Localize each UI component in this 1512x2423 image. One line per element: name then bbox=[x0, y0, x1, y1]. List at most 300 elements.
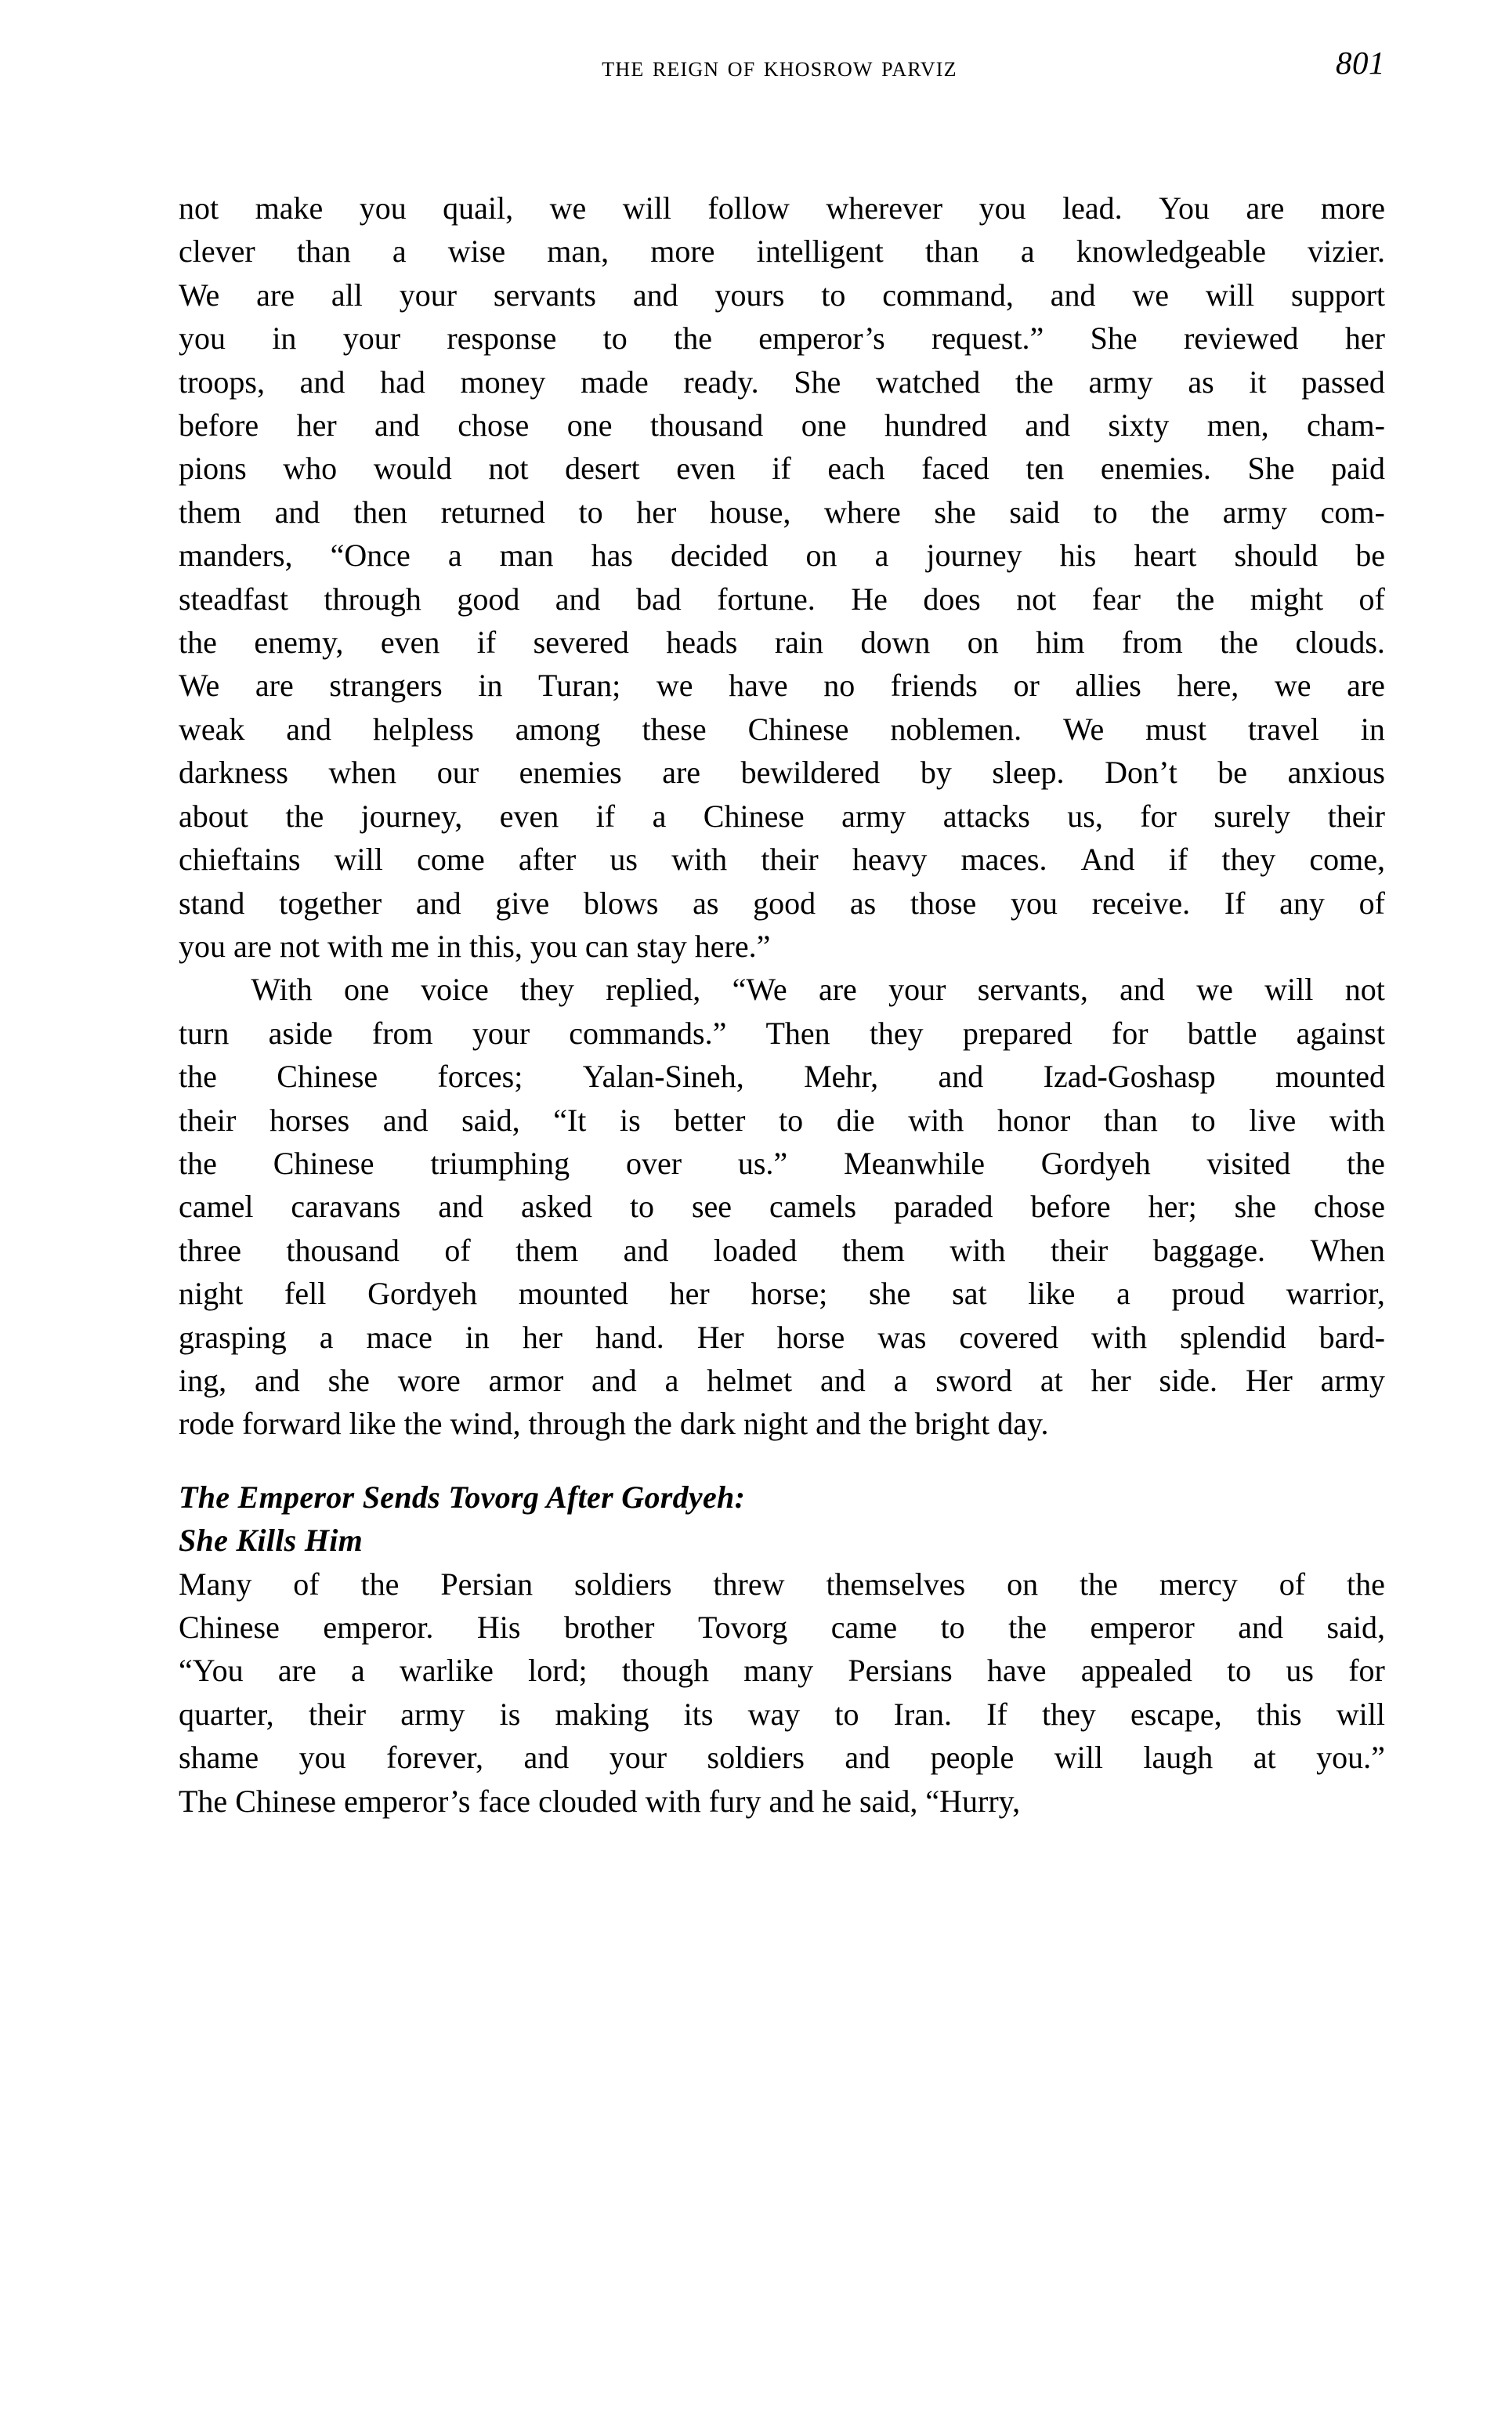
word: fear bbox=[1091, 581, 1141, 617]
text-line bbox=[179, 360, 1385, 404]
word: this bbox=[1256, 1696, 1302, 1732]
word: her bbox=[1091, 1362, 1131, 1398]
word: does bbox=[923, 581, 981, 617]
section-heading-line: The Emperor Sends Tovorg After Gordyeh: bbox=[179, 1479, 746, 1515]
word: if bbox=[1168, 842, 1188, 878]
word: to bbox=[821, 277, 846, 313]
word: of bbox=[444, 1232, 471, 1268]
word: travel bbox=[1247, 711, 1319, 747]
word: to bbox=[602, 321, 628, 357]
word: your bbox=[472, 1015, 530, 1051]
word: at bbox=[1253, 1740, 1276, 1776]
word: Don’t bbox=[1105, 755, 1177, 791]
word: bad bbox=[636, 581, 682, 617]
word: caravans bbox=[291, 1189, 401, 1225]
word: who bbox=[283, 451, 338, 487]
paragraph bbox=[179, 968, 1385, 1445]
text-line bbox=[179, 1099, 1385, 1142]
word: no bbox=[823, 668, 855, 704]
word: about bbox=[179, 798, 248, 834]
word: mercy bbox=[1159, 1566, 1238, 1602]
text-line bbox=[179, 1012, 1385, 1055]
text-column bbox=[179, 187, 1385, 1823]
word: the bbox=[1151, 494, 1190, 530]
word: a bbox=[1116, 1276, 1130, 1312]
word: is bbox=[499, 1696, 521, 1732]
word: for bbox=[1140, 798, 1177, 834]
word: and bbox=[274, 494, 320, 530]
word: lord; bbox=[528, 1653, 588, 1689]
word: these bbox=[642, 711, 707, 747]
word: and bbox=[286, 711, 332, 747]
word: have bbox=[729, 668, 788, 704]
word: replied, bbox=[606, 972, 701, 1008]
word: with bbox=[950, 1232, 1006, 1268]
word: She bbox=[794, 364, 841, 400]
word: Yalan-Sineh, bbox=[582, 1059, 744, 1095]
word: on bbox=[967, 625, 999, 661]
word: friends bbox=[890, 668, 978, 704]
word: Chinese bbox=[179, 1610, 280, 1645]
word: her bbox=[636, 494, 677, 530]
word: journey bbox=[926, 538, 1022, 574]
word: Her bbox=[696, 1319, 744, 1355]
word: horses bbox=[269, 1102, 350, 1138]
text-line bbox=[179, 1185, 1385, 1228]
word: has bbox=[591, 538, 633, 574]
word: severed bbox=[533, 625, 629, 661]
word: mounted bbox=[1275, 1059, 1385, 1095]
word: they bbox=[1042, 1696, 1096, 1732]
word: was bbox=[877, 1319, 927, 1355]
word: you.” bbox=[1316, 1740, 1385, 1776]
text-line bbox=[179, 795, 1385, 838]
word: with bbox=[1091, 1319, 1148, 1355]
word: response bbox=[447, 321, 557, 357]
paragraph bbox=[179, 187, 1385, 968]
section-heading bbox=[179, 1446, 1385, 1563]
word: army bbox=[1088, 364, 1153, 400]
text-line bbox=[179, 230, 1385, 273]
word: each bbox=[827, 451, 885, 487]
word: are bbox=[1246, 190, 1285, 226]
word: on bbox=[805, 538, 837, 574]
word: him bbox=[1036, 625, 1085, 661]
word: support bbox=[1291, 277, 1385, 313]
word: be bbox=[1355, 538, 1385, 574]
paragraph-indent bbox=[179, 968, 219, 1011]
word: you bbox=[978, 190, 1026, 226]
word: the bbox=[179, 1145, 217, 1181]
word: emperor’s bbox=[758, 321, 885, 357]
word: and bbox=[845, 1740, 891, 1776]
word: when bbox=[328, 755, 397, 791]
word: said, bbox=[461, 1102, 520, 1138]
word: her bbox=[1344, 321, 1385, 357]
word: laugh bbox=[1143, 1740, 1214, 1776]
word: their bbox=[1327, 798, 1385, 834]
word: its bbox=[683, 1696, 714, 1732]
word: she bbox=[1234, 1189, 1276, 1225]
word: against bbox=[1296, 1015, 1385, 1051]
word: clever bbox=[179, 234, 255, 270]
word: her bbox=[669, 1276, 710, 1312]
word: When bbox=[1310, 1232, 1385, 1268]
word: through bbox=[324, 581, 421, 617]
word: chose bbox=[458, 407, 530, 444]
word: not bbox=[1016, 581, 1057, 617]
word: and bbox=[819, 1362, 866, 1398]
text-line bbox=[179, 1272, 1385, 1315]
word: even bbox=[676, 451, 736, 487]
word: Many bbox=[179, 1566, 252, 1602]
word: heavy bbox=[852, 842, 928, 878]
word: and bbox=[1050, 277, 1096, 313]
word: or bbox=[1013, 668, 1040, 704]
word: Meanwhile bbox=[844, 1145, 985, 1181]
word: as bbox=[1188, 364, 1214, 400]
word: and bbox=[1120, 972, 1165, 1008]
word: come bbox=[417, 842, 485, 878]
word: manders, bbox=[179, 538, 293, 574]
word: will bbox=[1205, 277, 1255, 313]
text-line bbox=[179, 1736, 1385, 1779]
word: we bbox=[656, 668, 693, 704]
word: the bbox=[179, 625, 217, 661]
word: We bbox=[179, 277, 220, 313]
word: like bbox=[1028, 1276, 1076, 1312]
text-line bbox=[179, 273, 1385, 317]
text-line bbox=[179, 1229, 1385, 1272]
text-line bbox=[179, 838, 1385, 881]
word: quail, bbox=[443, 190, 514, 226]
word: will bbox=[1336, 1696, 1385, 1732]
word: among bbox=[515, 711, 601, 747]
word: a bbox=[319, 1319, 334, 1355]
word: and bbox=[299, 364, 345, 400]
word: appealed bbox=[1080, 1653, 1192, 1689]
text-line bbox=[179, 578, 1385, 621]
word: in bbox=[465, 1319, 490, 1355]
word: a bbox=[447, 538, 462, 574]
word: “Once bbox=[330, 538, 411, 574]
word: He bbox=[851, 581, 888, 617]
word: are bbox=[818, 972, 857, 1008]
word: pions bbox=[179, 451, 247, 487]
word: you bbox=[298, 1740, 346, 1776]
word: enemy, bbox=[254, 625, 344, 661]
word: reviewed bbox=[1183, 321, 1299, 357]
word: us bbox=[610, 842, 638, 878]
word: at bbox=[1040, 1362, 1063, 1398]
text-line bbox=[179, 1649, 1385, 1692]
word: journey, bbox=[360, 798, 463, 834]
word: thousand bbox=[649, 407, 764, 444]
word: com- bbox=[1320, 494, 1385, 530]
word: and bbox=[1238, 1610, 1284, 1645]
text-line bbox=[179, 621, 1385, 664]
word: them bbox=[179, 494, 241, 530]
word: and bbox=[438, 1189, 484, 1225]
word: a bbox=[350, 1653, 365, 1689]
word: Then bbox=[765, 1015, 830, 1051]
word: and bbox=[938, 1059, 984, 1095]
word: his bbox=[1059, 538, 1097, 574]
word: are bbox=[256, 277, 295, 313]
word: from bbox=[371, 1015, 433, 1051]
word: heads bbox=[666, 625, 738, 661]
word: not bbox=[1344, 972, 1385, 1008]
word: chieftains bbox=[179, 842, 301, 878]
word: surely bbox=[1214, 798, 1291, 834]
word: over bbox=[625, 1145, 682, 1181]
word: Izad-Goshasp bbox=[1043, 1059, 1216, 1095]
word: She bbox=[1090, 321, 1138, 357]
word: and bbox=[623, 1232, 669, 1268]
word: We bbox=[179, 668, 220, 704]
word: of bbox=[293, 1566, 320, 1602]
word: we bbox=[1196, 972, 1233, 1008]
word: we bbox=[549, 190, 587, 226]
word: your bbox=[342, 321, 401, 357]
word: made bbox=[581, 364, 649, 400]
text-line: rode forward like the wind, through the dark night and the bright day. bbox=[179, 1406, 1049, 1442]
word: and bbox=[382, 1102, 429, 1138]
word: chose bbox=[1313, 1189, 1385, 1225]
word: her bbox=[296, 407, 337, 444]
text-line bbox=[179, 1055, 1385, 1098]
text-line: you are not with me in this, you can stay here.” bbox=[179, 928, 771, 964]
word: lead. bbox=[1062, 190, 1123, 226]
word: We bbox=[1062, 711, 1105, 747]
word: emperor. bbox=[323, 1610, 434, 1645]
word: see bbox=[691, 1189, 732, 1225]
word: to bbox=[940, 1610, 965, 1645]
word: by bbox=[920, 755, 952, 791]
word: warrior, bbox=[1286, 1276, 1385, 1312]
page-number: 801 bbox=[1336, 45, 1385, 81]
word: mounted bbox=[518, 1276, 628, 1312]
word: helmet bbox=[707, 1362, 793, 1398]
word: than bbox=[296, 234, 351, 270]
word: vizier. bbox=[1308, 234, 1385, 270]
word: voice bbox=[421, 972, 489, 1008]
word: then bbox=[353, 494, 407, 530]
word: asked bbox=[520, 1189, 593, 1225]
word: covered bbox=[959, 1319, 1059, 1355]
word: men, bbox=[1206, 407, 1269, 444]
word: paid bbox=[1331, 451, 1385, 487]
text-line bbox=[179, 1142, 1385, 1185]
word: man, bbox=[547, 234, 610, 270]
word: sat bbox=[952, 1276, 987, 1312]
text-line bbox=[179, 751, 1385, 794]
word: Her bbox=[1245, 1362, 1293, 1398]
word: one bbox=[801, 407, 847, 444]
text-line: The Chinese emperor’s face clouded with fury and he said, “Hurry, bbox=[179, 1783, 1021, 1819]
text-line bbox=[179, 882, 1385, 925]
word: man bbox=[499, 538, 554, 574]
text-line bbox=[179, 447, 1385, 490]
word: visited bbox=[1206, 1145, 1291, 1181]
word: in bbox=[478, 668, 503, 704]
word: You bbox=[1159, 190, 1210, 226]
word: us bbox=[1286, 1653, 1314, 1689]
word: army bbox=[1320, 1362, 1385, 1398]
word: to bbox=[578, 494, 603, 530]
word: though bbox=[621, 1653, 710, 1689]
word: the bbox=[1347, 1566, 1385, 1602]
word: and bbox=[1025, 407, 1071, 444]
word: three bbox=[179, 1232, 241, 1268]
word: for bbox=[1348, 1653, 1385, 1689]
word: the bbox=[1176, 581, 1215, 617]
word: is bbox=[620, 1102, 641, 1138]
word: her bbox=[522, 1319, 562, 1355]
word: loaded bbox=[713, 1232, 798, 1268]
word: she bbox=[869, 1276, 911, 1312]
text-line bbox=[179, 1316, 1385, 1359]
word: one bbox=[566, 407, 613, 444]
word: sixty bbox=[1108, 407, 1170, 444]
word: Chinese bbox=[277, 1059, 378, 1095]
word: sleep. bbox=[992, 755, 1065, 791]
word: said bbox=[1009, 494, 1060, 530]
word: the bbox=[179, 1059, 217, 1095]
word: to bbox=[779, 1102, 804, 1138]
word: anxious bbox=[1287, 755, 1385, 791]
word: fortune. bbox=[717, 581, 816, 617]
word: Tovorg bbox=[697, 1610, 788, 1645]
word: grasping bbox=[179, 1319, 287, 1355]
word: “We bbox=[732, 972, 787, 1008]
word: of bbox=[1358, 885, 1385, 921]
word: enemies bbox=[519, 755, 622, 791]
word: must bbox=[1145, 711, 1206, 747]
word: even bbox=[380, 625, 440, 661]
word: With bbox=[251, 972, 313, 1008]
word: armor bbox=[488, 1362, 564, 1398]
word: baggage. bbox=[1152, 1232, 1265, 1268]
word: “It bbox=[553, 1102, 587, 1138]
word: request.” bbox=[931, 321, 1044, 357]
word: us.” bbox=[737, 1145, 788, 1181]
word: our bbox=[436, 755, 479, 791]
word: a bbox=[874, 538, 889, 574]
word: rain bbox=[774, 625, 823, 661]
word: a bbox=[1020, 234, 1035, 270]
word: might bbox=[1250, 581, 1324, 617]
word: brother bbox=[563, 1610, 655, 1645]
word: Persian bbox=[440, 1566, 534, 1602]
word: your bbox=[888, 972, 946, 1008]
word: soldiers bbox=[574, 1566, 672, 1602]
word: those bbox=[910, 885, 977, 921]
word: wise bbox=[447, 234, 506, 270]
word: ing, bbox=[179, 1362, 227, 1398]
word: making bbox=[555, 1696, 649, 1732]
word: better bbox=[674, 1102, 746, 1138]
word: and bbox=[415, 885, 461, 921]
word: would bbox=[373, 451, 452, 487]
word: as bbox=[849, 885, 877, 921]
word: a bbox=[893, 1362, 908, 1398]
word: strangers bbox=[329, 668, 443, 704]
word: are bbox=[255, 668, 294, 704]
word: with bbox=[671, 842, 728, 878]
word: ten bbox=[1025, 451, 1065, 487]
word: good bbox=[457, 581, 520, 617]
word: to bbox=[1093, 494, 1118, 530]
word: themselves bbox=[826, 1566, 966, 1602]
word: Iran. bbox=[893, 1696, 953, 1732]
text-line bbox=[179, 664, 1385, 707]
word: as bbox=[693, 885, 719, 921]
word: before bbox=[1030, 1189, 1111, 1225]
word: prepared bbox=[962, 1015, 1073, 1051]
section-heading-line: She Kills Him bbox=[179, 1523, 364, 1559]
word: she bbox=[934, 494, 976, 530]
word: bewildered bbox=[740, 755, 881, 791]
word: cham- bbox=[1307, 407, 1385, 444]
word: them bbox=[515, 1232, 579, 1268]
word: came bbox=[830, 1610, 898, 1645]
word: If bbox=[1224, 885, 1246, 921]
word: Gordyeh bbox=[1040, 1145, 1151, 1181]
word: we bbox=[1132, 277, 1170, 313]
text-line bbox=[179, 404, 1385, 447]
word: if bbox=[772, 451, 791, 487]
word: yours bbox=[714, 277, 785, 313]
word: where bbox=[824, 494, 901, 530]
word: Turan; bbox=[538, 668, 621, 704]
word: their bbox=[761, 842, 819, 878]
word: wherever bbox=[826, 190, 943, 226]
word: the bbox=[674, 321, 712, 357]
word: turn bbox=[179, 1015, 230, 1051]
running-head bbox=[172, 50, 1387, 91]
word: Chinese bbox=[703, 798, 805, 834]
word: army bbox=[1222, 494, 1287, 530]
word: Mehr, bbox=[804, 1059, 879, 1095]
word: faced bbox=[921, 451, 989, 487]
word: are bbox=[662, 755, 701, 791]
word: the bbox=[285, 798, 324, 834]
word: sword bbox=[935, 1362, 1012, 1398]
word: the bbox=[1220, 625, 1259, 661]
word: triumphing bbox=[430, 1145, 570, 1181]
text-line bbox=[179, 491, 1385, 534]
word: paraded bbox=[893, 1189, 993, 1225]
word: in bbox=[1360, 711, 1385, 747]
word: and bbox=[254, 1362, 300, 1398]
word: if bbox=[595, 798, 616, 834]
word: Chinese bbox=[747, 711, 849, 747]
word: her; bbox=[1148, 1189, 1197, 1225]
word: horse bbox=[776, 1319, 845, 1355]
word: than bbox=[1104, 1102, 1158, 1138]
word: she bbox=[327, 1362, 370, 1398]
word: to bbox=[629, 1189, 655, 1225]
word: than bbox=[924, 234, 979, 270]
word: intelligent bbox=[756, 234, 884, 270]
word: all bbox=[331, 277, 363, 313]
word: heart bbox=[1134, 538, 1197, 574]
word: us, bbox=[1067, 798, 1103, 834]
word: you bbox=[1011, 885, 1058, 921]
word: weak bbox=[179, 711, 245, 747]
word: down bbox=[860, 625, 931, 661]
